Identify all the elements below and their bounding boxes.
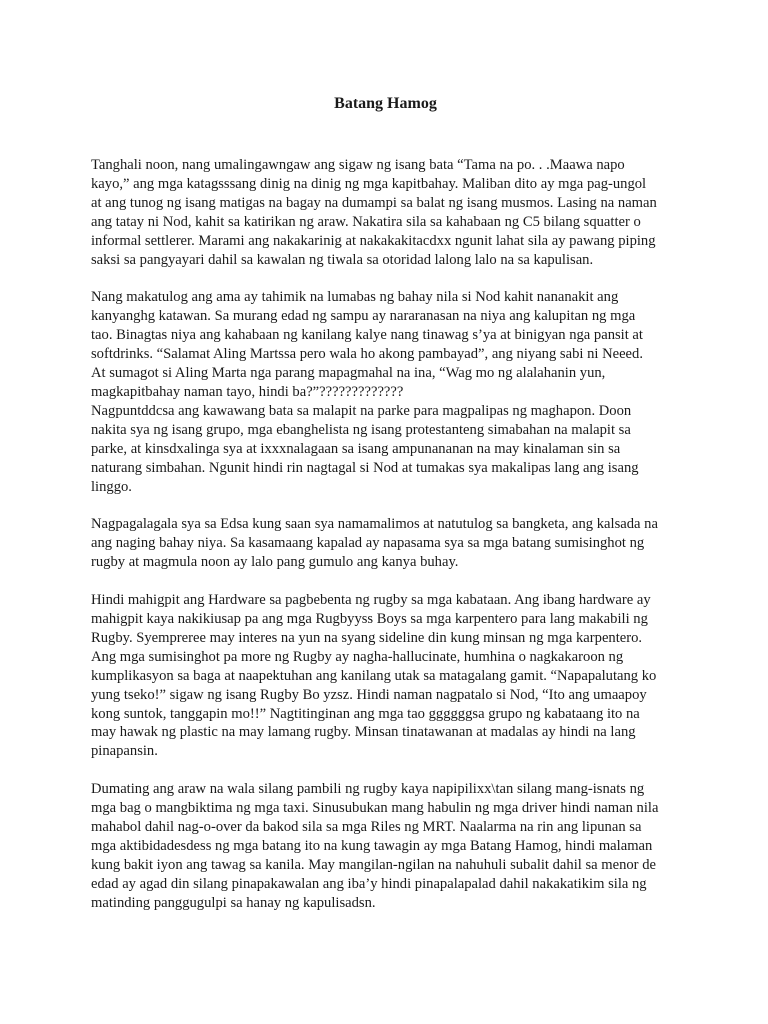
text-line: mahigpit kaya nakikiusap pa ang mga Rugbyyss Boys sa mga karpentero para lang makabili ng [91, 611, 648, 628]
text-line: may hawak ng plastic na may lamang rugby. Minsan tinatawanan at madalas ay hindi na lang [91, 724, 636, 741]
paragraph-4 [91, 515, 680, 572]
text-line: kumplikasyon sa baga at naapektuhan ang kanilang utak sa matagalang gamit. “Napapalutang ko [91, 667, 657, 684]
text-line: at ang tunog ng isang matigas na bagay na dumampi sa balat ng isang musmos. Lasing na naman [91, 194, 657, 211]
text-line: Nagpagalagala sya sa Edsa kung saan sya namamalimos at natutulog sa bangketa, ang kalsada na [91, 516, 658, 533]
text-line: linggo. [91, 478, 132, 495]
text-line: Nagpuntddcsa ang kawawang bata sa malapit na parke para magpalipas ng maghapon. Doon [91, 402, 632, 419]
text-line: At sumagot si Aling Marta nga parang mapagmahal na ina, “Wag mo ng alalahanin yun, [91, 365, 606, 382]
text-line: nakita sya ng isang grupo, mga ebanghelista ng isang protestanteng simabahan na malapit sa [91, 421, 631, 438]
text-line: pinapansin. [91, 743, 158, 760]
paragraph-1 [91, 156, 680, 269]
text-line: kong suntok, tanggapin mo!!” Nagtitinginan ang mga tao ggggggsa grupo ng kabataang ito na [91, 705, 640, 722]
text-line: kung bakit iyon ang tawag sa kanila. May mangilan-ngilan na nahuhuli subalit dahil sa menor de [91, 856, 656, 873]
text-line: Tanghali noon, nang umalingawngaw ang sigaw ng isang bata “Tama na po. . .Maawa napo [91, 157, 625, 173]
paragraph-2 [91, 288, 680, 401]
text-line: kayo,” ang mga katagsssang dinig na dinig ng mga kapitbahay. Maliban dito ay mga pag-ungol [91, 175, 647, 192]
text-line: naturang simbahan. Ngunit hindi rin nagtagal si Nod at tumakas sya makalipas lang ang isang [91, 459, 639, 476]
text-line: edad ay agad din silang pinapakawalan ang iba’y hindi pinapalapalad dahil nakakatikim sila ng [91, 875, 647, 892]
paragraph-5 [91, 591, 680, 761]
text-line: Hindi mahigpit ang Hardware sa pagbebenta ng rugby sa mga kabataan. Ang ibang hardware ay [91, 592, 651, 609]
document-title: Batang Hamog [334, 95, 437, 112]
text-line: magkapitbahay naman tayo, hindi ba?”????????????? [91, 383, 404, 400]
text-line: yung tseko!” sigaw ng isang Rugby Bo yzsz. Hindi naman nagpatalo si Nod, “Ito ang umaapoy [91, 686, 647, 703]
text-line: Ang mga sumisinghot pa more ng Rugby ay nagha-hallucinate, humhina o nagkakaroon ng [91, 648, 624, 665]
text-line: tao. Binagtas niya ang kahabaan ng kanilang kalye nang tinawag s’ya at binigyan nga pansit at [91, 327, 643, 344]
text-line: Nang makatulog ang ama ay tahimik na lumabas ng bahay nila si Nod kahit nananakit ang [91, 289, 619, 306]
text-line: saksi sa pangyayari dahil sa kawalan ng tiwala sa otoridad lalong lalo na sa kapulisan. [91, 251, 594, 268]
paragraph-3 [91, 402, 680, 497]
text-line: matinding panggugulpi sa hanay ng kapulisadsn. [91, 894, 376, 911]
text-line: softdrinks. “Salamat Aling Martssa pero wala ho akong pambayad”, ang niyang sabi ni Neeed. [91, 346, 643, 363]
text-line: Rugby. Syempreree may interes na yun na syang sideline din kung minsan ng mga karpentero. [91, 629, 643, 646]
text-line: ang tatay ni Nod, kahit sa katirikan ng araw. Nakatira sila sa kahabaan ng C5 bilang squatter o [91, 213, 641, 230]
text-line: kanyanghg katawan. Sa murang edad ng sampu ay nararanasan na niya ang kalupitan ng mga [91, 308, 636, 325]
text-line: mga aktibidadesdess ng mga batang ito na kung tawagin ay mga Batang Hamog, hindi malaman [91, 838, 653, 854]
text-line: parke, at kinsdxalinga sya at ixxxnalagaan sa isang ampunananan na may kinalaman sin sa [91, 440, 621, 457]
text-line: ang naging bahay niya. Sa kasamaang kapalad ay napasama sya sa mga batang sumisinghot ng [91, 535, 645, 552]
text-line: rugby at magmula noon ay lalo pang gumulo ang kanya buhay. [91, 554, 459, 571]
text-line: mga bag o mangbiktima ng mga taxi. Sinusubukan mang habulin ng mga driver hindi naman nila [91, 800, 659, 817]
paragraph-6 [91, 780, 680, 912]
text-line: mahabol dahil nag-o-over da bakod sila sa mga Riles ng MRT. Naalarma na rin ang lipunan sa [91, 819, 642, 836]
text-line: informal settlerer. Marami ang nakakarinig at nakakakitacdxx ngunit lahat sila ay pawang piping [91, 232, 656, 249]
text-line: Dumating ang araw na wala silang pambili ng rugby kaya napipilixx\tan silang mang-isnats ng [91, 781, 645, 798]
